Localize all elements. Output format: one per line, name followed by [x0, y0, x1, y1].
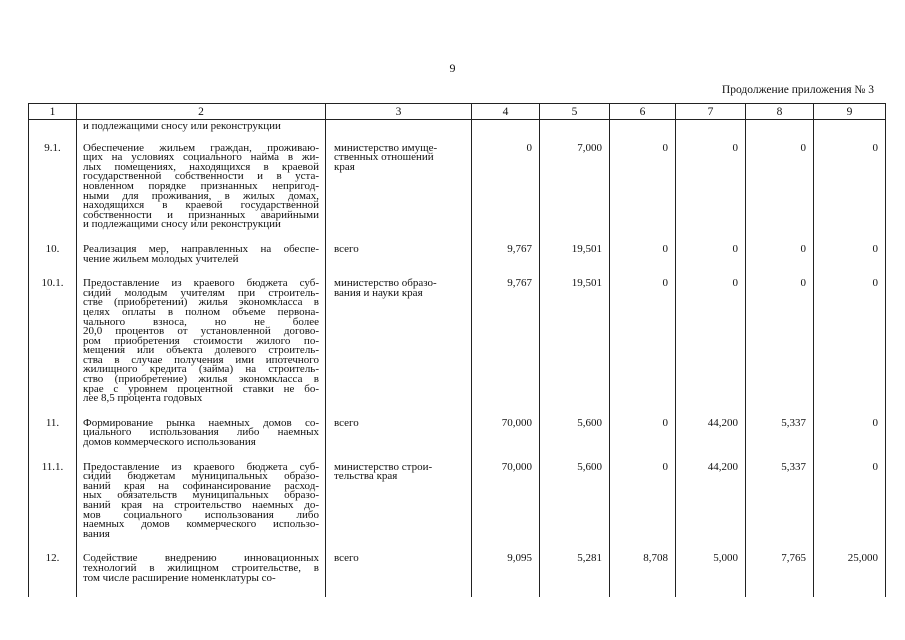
executor-line: ственных отношений — [334, 151, 434, 164]
description-line: 20,0 процентов от установленной догово- — [83, 325, 319, 338]
continuation-text: и подлежащими сносу или реконструкции — [77, 120, 326, 132]
description-line: щих на условиях социального найма в жи- — [83, 151, 319, 164]
value-col-8: 5,337 — [746, 407, 814, 451]
executor-line: края — [334, 160, 355, 173]
description-line: Предоставление из краевого бюджета суб- — [83, 460, 319, 473]
row-executor — [326, 132, 472, 233]
table-header — [29, 104, 886, 120]
description-line: лых помещениях, находящихся в краевой — [83, 160, 319, 173]
description-line: жилищного кредита (займа) на строитель- — [83, 363, 319, 376]
value-col-7: 0 — [676, 233, 746, 267]
executor-line: тельства края — [334, 470, 398, 483]
description-line: Формирование рынка наемных домов со- — [83, 416, 319, 429]
value-col-5: 5,600 — [540, 407, 610, 451]
header-col-5: 5 — [540, 104, 610, 120]
row-number: 10.1. — [29, 267, 77, 407]
row-description — [77, 233, 326, 267]
header-col-6: 6 — [610, 104, 676, 120]
value-col-7: 0 — [676, 132, 746, 233]
table-body — [29, 120, 886, 598]
row-number: 12. — [29, 542, 77, 597]
header-col-8: 8 — [746, 104, 814, 120]
value-col-7: 5,000 — [676, 542, 746, 597]
value-col-5: 19,501 — [540, 267, 610, 407]
row-number: 10. — [29, 233, 77, 267]
row-description — [77, 542, 326, 597]
executor-line: всего — [334, 242, 359, 255]
row-number: 11.1. — [29, 451, 77, 543]
value-col-4: 70,000 — [472, 451, 540, 543]
value-col-9: 0 — [814, 407, 886, 451]
description-line: лее 8,5 процента годовых — [83, 392, 203, 405]
page-number: 9 — [449, 61, 456, 75]
description-line: вания — [83, 527, 110, 540]
description-line: циального использования либо наемных — [83, 426, 319, 439]
continuation-row — [29, 120, 886, 132]
value-col-4: 9,095 — [472, 542, 540, 597]
executor-line: всего — [334, 552, 359, 565]
description-line: мов социального использования либо — [83, 508, 319, 521]
description-line: Обеспечение жильем граждан, проживаю- — [83, 141, 319, 154]
description-line: целях оплаты в полном объеме первона- — [83, 305, 319, 318]
value-col-6: 0 — [610, 132, 676, 233]
row-number: 11. — [29, 407, 77, 451]
header-col-3: 3 — [326, 104, 472, 120]
description-line: ства в случае получения ими ипотечного — [83, 353, 319, 366]
executor-line: министерство образо- — [334, 277, 437, 290]
description-line: и подлежащими сносу или реконструкции — [83, 218, 281, 231]
header-col-9: 9 — [814, 104, 886, 120]
description-line: крае с уровнем процентной ставки не бо- — [83, 382, 319, 395]
value-col-6: 0 — [610, 407, 676, 451]
value-col-6: 8,708 — [610, 542, 676, 597]
description-line: ром приобретения стоимости жилого по- — [83, 334, 319, 347]
description-line: ными для проживания, в жилых домах, — [83, 189, 319, 202]
description-line: наемных домов коммерческого использо- — [83, 518, 319, 531]
value-col-6: 0 — [610, 233, 676, 267]
header-col-7: 7 — [676, 104, 746, 120]
header-col-1: 1 — [29, 104, 77, 120]
header-col-4: 4 — [472, 104, 540, 120]
value-col-7: 44,200 — [676, 451, 746, 543]
table-row — [29, 407, 886, 451]
value-col-4: 9,767 — [472, 267, 540, 407]
row-number: 9.1. — [29, 132, 77, 233]
value-col-8: 7,765 — [746, 542, 814, 597]
description-line: новленном порядке признанных непригод- — [83, 179, 319, 192]
description-line: ваний края на софинансирование расход- — [83, 479, 319, 492]
description-line: домов коммерческого использования — [83, 436, 256, 449]
description-line: стве (приобретении) жилья экономкласса в — [83, 296, 319, 309]
table-row — [29, 451, 886, 543]
table-row — [29, 542, 886, 597]
row-executor — [326, 233, 472, 267]
row-description — [77, 267, 326, 407]
description-line: собственности и признанных аварийными — [83, 208, 319, 221]
header-row — [29, 104, 886, 120]
value-col-4: 9,767 — [472, 233, 540, 267]
description-line: государственной собственности и в уста- — [83, 170, 319, 183]
value-col-5: 19,501 — [540, 233, 610, 267]
value-col-6: 0 — [610, 267, 676, 407]
description-line: чального взноса, но не более — [83, 315, 319, 328]
description-line: чение жильем молодых учителей — [83, 252, 239, 265]
description-line: ство (приобретение) жилья экономкласса в — [83, 373, 319, 386]
description-line: технологий в жилищном строительстве, в — [83, 561, 319, 574]
value-col-5: 5,281 — [540, 542, 610, 597]
description-line: Реализация мер, направленных на обеспе- — [83, 242, 319, 255]
row-executor — [326, 267, 472, 407]
program-table — [28, 103, 886, 597]
value-col-7: 44,200 — [676, 407, 746, 451]
table-row — [29, 132, 886, 233]
description-line: Предоставление из краевого бюджета суб- — [83, 277, 319, 290]
value-col-8: 5,337 — [746, 451, 814, 543]
value-col-6: 0 — [610, 451, 676, 543]
description-line: сидий молодым учителям при строитель- — [83, 286, 319, 299]
row-description — [77, 407, 326, 451]
description-line: Содействие внедрению инновационных — [83, 552, 319, 565]
value-col-9: 25,000 — [814, 542, 886, 597]
description-line: сидий бюджетам муниципальных образо- — [83, 470, 319, 483]
appendix-continuation-note: Продолжение приложения № 3 — [721, 84, 874, 96]
executor-line: вания и науки края — [334, 286, 423, 299]
description-line: ваний края на строительство наемных до- — [83, 499, 319, 511]
value-col-8: 0 — [746, 132, 814, 233]
description-line: том числе расширение номенклатуры со- — [83, 571, 276, 584]
value-col-4: 70,000 — [472, 407, 540, 451]
row-executor — [326, 542, 472, 597]
row-description — [77, 451, 326, 543]
description-line: ных обязательств муниципальных образо- — [83, 489, 319, 502]
description-line: находящихся в краевой государственной — [83, 199, 319, 212]
row-executor — [326, 407, 472, 451]
value-col-9: 0 — [814, 451, 886, 543]
value-col-4: 0 — [472, 132, 540, 233]
table-row — [29, 267, 886, 407]
table-row — [29, 233, 886, 267]
executor-line: министерство строи- — [334, 460, 433, 473]
executor-line: министерство имуще- — [334, 141, 438, 154]
value-col-5: 7,000 — [540, 132, 610, 233]
header-col-2: 2 — [77, 104, 326, 120]
row-executor — [326, 451, 472, 543]
value-col-9: 0 — [814, 267, 886, 407]
value-col-5: 5,600 — [540, 451, 610, 543]
value-col-8: 0 — [746, 267, 814, 407]
value-col-7: 0 — [676, 267, 746, 407]
executor-line: всего — [334, 416, 359, 429]
value-col-9: 0 — [814, 233, 886, 267]
value-col-9: 0 — [814, 132, 886, 233]
row-description — [77, 132, 326, 233]
description-line: мещения или объекта долевого строитель- — [83, 344, 319, 357]
value-col-8: 0 — [746, 233, 814, 267]
